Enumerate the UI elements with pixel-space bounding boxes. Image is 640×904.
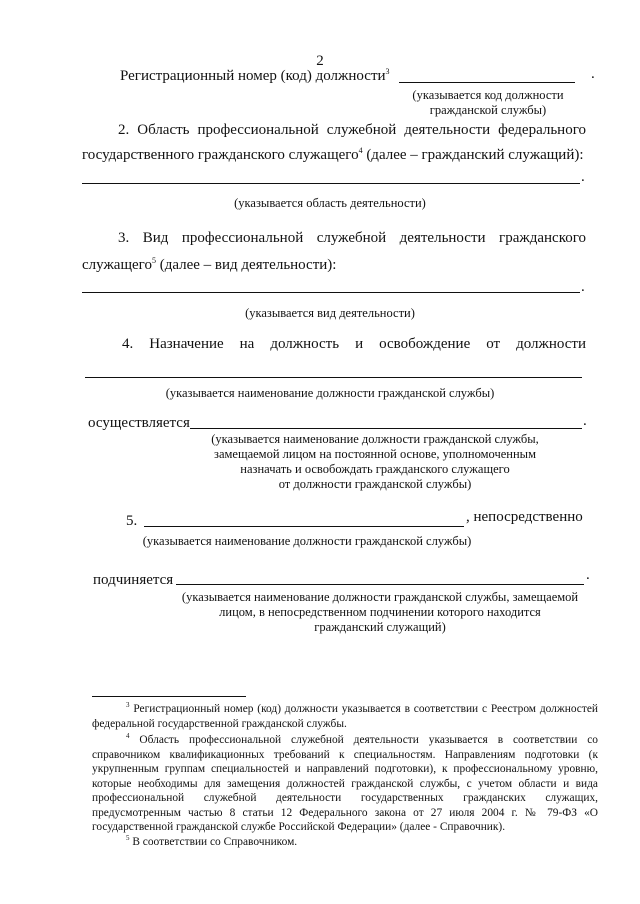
section-3-line1: 3. Вид профессиональной служебной деятельности гражданского [118,230,586,246]
section-5-label-2: подчиняется [93,572,174,588]
footnote-4-text: Область профессиональной служебной деятельности указывается в соответствии со справочником квалификационных требований к специальностям. Направлениям подготовки (к укрупненным группам специальностей и направлений подготовки), к профессиональному уровню, которые необходимы для замещения должностей гражданской службы, с учетом области и вида профессиональной служебной деятельности государственных гражданских служащих, предусмотренным частью 8 статьи 12 Федерального закона от 27 июля 2004 г. № 79-ФЗ «О государственной гражданской службе Российской Федерации» (далее - Справочник). [92,734,598,833]
reg-number-end: . [591,66,595,82]
reg-number-hint-line1: (указывается код должности [412,88,564,102]
section-4-hint-1: (указывается наименование должности гражданской службы) [165,386,495,400]
footnote-separator [92,696,246,697]
footnote-4 [92,733,598,835]
section-3-line2: служащего$^5$ (далее – вид деятельности): [82,256,337,273]
footnote-ref-4: 4 [358,146,363,155]
section-4-hint-2-line1: (указывается наименование должности гражданской службы, [211,432,539,446]
section-4-hint-2-line4: от должности гражданской службы) [278,477,472,491]
section-4-blank-1 [85,377,582,378]
section-5-blank-2 [176,584,584,585]
footnote-5 [92,835,598,850]
reg-number-label: Регистрационный номер (код) должности$^3$ [120,67,390,84]
footnote-3 [92,702,598,731]
section-5-number: 5. [126,513,138,529]
section-2-line1: 2. Область профессиональной служебной деятельности федерального [118,122,586,138]
section-5-hint-2-line1: (указывается наименование должности гражданской службы, замещаемой [181,590,579,604]
section-5-hint-1: (указывается наименование должности гражданской службы) [142,534,472,548]
footnote-ref-3: 3 [385,67,390,76]
footnote-5-text: В соответствии со Справочником. [129,836,298,848]
reg-number-hint-line2: гражданской службы) [429,103,547,117]
section-4-hint-2-line3: назначать и освобождать гражданского служащего [240,462,510,476]
page-number: 2 [316,53,324,69]
reg-number-blank [399,82,575,83]
section-2-blank [82,183,580,184]
section-5-hint-2-line3: гражданский служащий) [314,620,446,634]
footnote-3-marker: 3 [126,701,130,710]
reg-number-hint [388,88,588,118]
section-4-label-2: осуществляется [88,415,190,431]
section-3-end: . [581,279,585,295]
section-4-line1: 4. Назначение на должность и освобождение от должности [122,336,586,352]
section-5-after: , непосредственно [466,509,583,525]
section-5-hint-2-line2: лицом, в непосредственном подчинении которого находится [219,605,541,619]
footnote-5-marker: 5 [126,834,130,843]
section-4-end-2: . [583,413,587,429]
footnote-ref-5: 5 [151,256,156,265]
section-3-hint: (указывается вид деятельности) [245,306,415,320]
footnote-3-text: Регистрационный номер (код) должности указывается в соответствии с Реестром должностей федеральной государственной гражданской службы. [92,703,598,730]
section-2-line2: государственного гражданского служащего$^4$ (далее – гражданский служащий): [82,146,584,163]
section-5-hint-2 [160,590,600,635]
section-3-blank [82,292,580,293]
section-4-blank-2 [190,428,582,429]
section-5-end-2: . [586,567,590,583]
section-4-hint-2 [190,432,560,492]
section-5-blank-1 [144,526,464,527]
section-2-hint: (указывается область деятельности) [234,196,426,210]
section-2-end: . [581,169,585,185]
section-4-hint-2-line2: замещаемой лицом на постоянной основе, уполномоченным [214,447,536,461]
footnote-4-marker: 4 [126,732,130,741]
